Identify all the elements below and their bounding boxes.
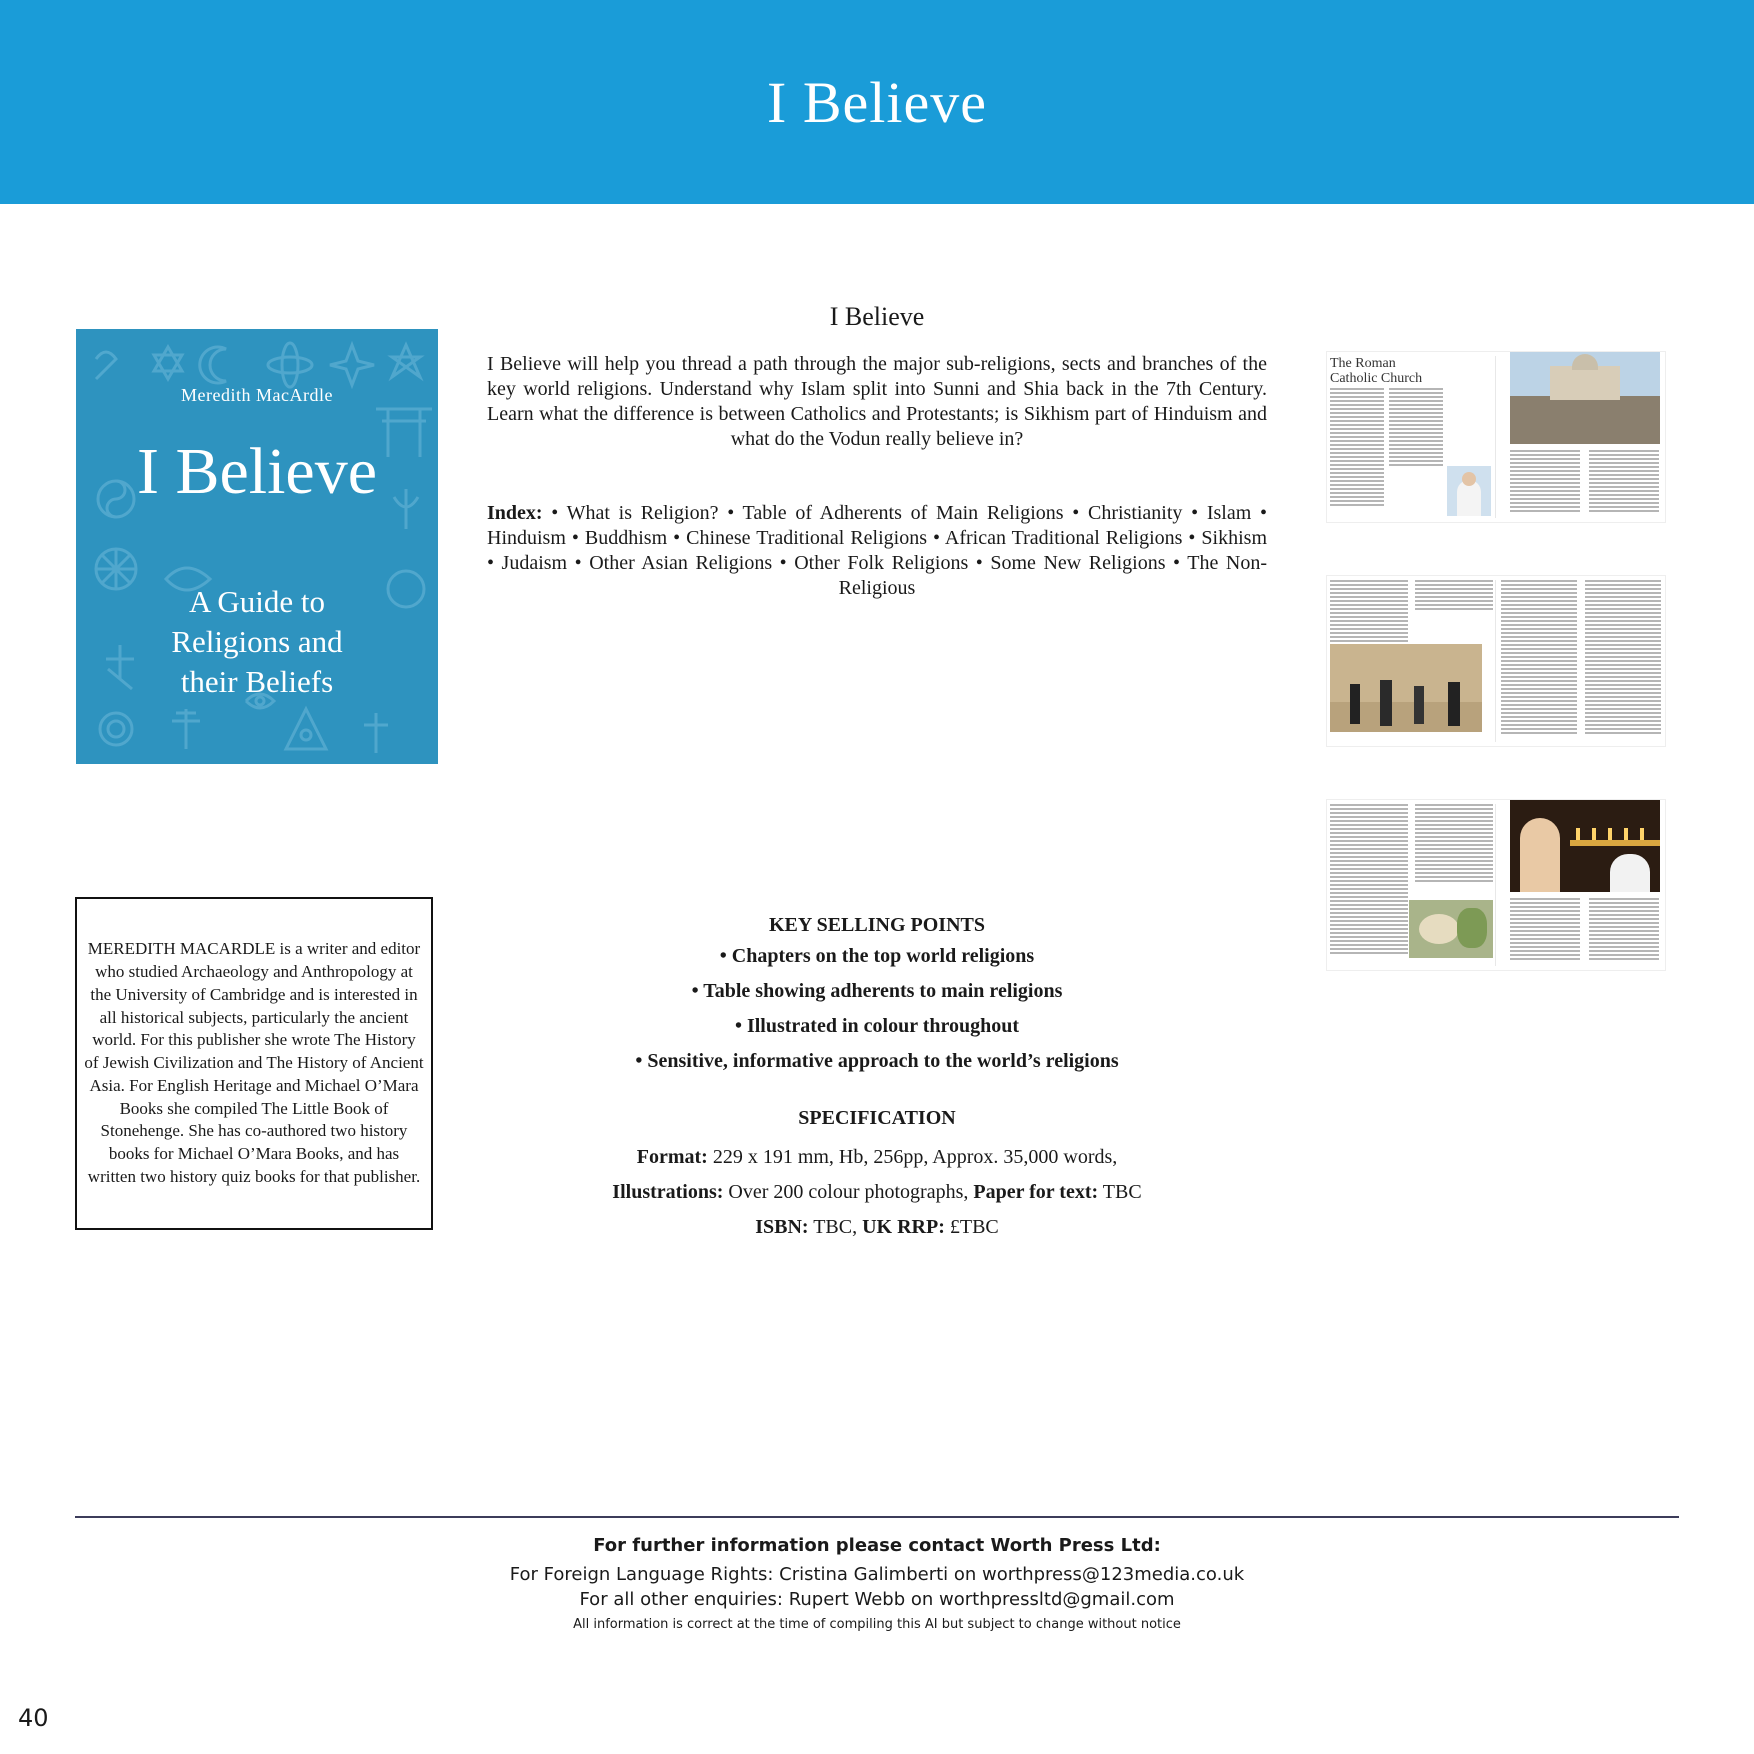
- contact-heading: For further information please contact Worth Press Ltd:: [593, 1535, 1161, 1556]
- spec-isbn-label: ISBN:: [755, 1216, 809, 1238]
- sample-spread-catholic: [1327, 352, 1665, 522]
- cover-author: Meredith MacArdle: [181, 385, 333, 405]
- text-column: [1389, 388, 1443, 468]
- index-list: [487, 501, 1267, 601]
- pope-photo: [1447, 466, 1491, 516]
- specification: [487, 1101, 1267, 1245]
- spec-rrp-label: UK RRP:: [862, 1216, 945, 1238]
- om-icon: [96, 352, 116, 379]
- text-column: [1589, 450, 1659, 514]
- spiral-icon: [100, 713, 132, 745]
- selling-point: • Sensitive, informative approach to the world’s religions: [635, 1050, 1119, 1072]
- description-body: I Believe will help you thread a path through the major sub-religions, sects and branches of the key world religions. Understand why Islam split into Sunni and Shia back in the 7th Century. Learn what the difference is between Catholics and Protestants; is Sikhism part of Hinduism and what do the Vodun really believe in?: [487, 353, 1267, 450]
- spec-illustrations-row: [487, 1175, 1267, 1210]
- spread-heading-text: The Roman Catholic Church: [1330, 356, 1423, 386]
- spread-heading: [1330, 356, 1440, 386]
- text-column: [1589, 898, 1659, 962]
- cross-icon: [364, 713, 388, 753]
- spec-format-value: 229 x 191 mm, Hb, 256pp, Approx. 35,000 words,: [707, 1146, 1118, 1168]
- sample-spread-judaism: [1327, 576, 1665, 746]
- selling-point: • Table showing adherents to main religions: [691, 980, 1063, 1002]
- banner-title: I Believe: [767, 69, 987, 135]
- key-selling-points: [487, 910, 1267, 1079]
- star-icon: [330, 345, 374, 385]
- cover-subtitle-line: A Guide to: [188, 584, 326, 619]
- key-selling-points-heading: KEY SELLING POINTS: [769, 914, 985, 936]
- disclaimer: All information is correct at the time of compiling this AI but subject to change without notice: [573, 1617, 1181, 1632]
- spec-rrp-value: £TBC: [944, 1216, 999, 1238]
- spec-paper-label: Paper for text:: [973, 1181, 1099, 1203]
- cover-subtitle-line: their Beliefs: [180, 664, 334, 699]
- other-enquiries-contact: For all other enquiries: Rupert Webb on worthpressltd@gmail.com: [579, 1589, 1175, 1610]
- page-number: 40: [18, 1704, 49, 1732]
- text-column: [1510, 450, 1580, 514]
- pentagram-icon: [392, 345, 420, 377]
- contact-footer: [0, 1530, 1754, 1638]
- spec-illustrations-label: Illustrations:: [612, 1181, 724, 1203]
- footer-divider: [75, 1516, 1679, 1518]
- cover-subtitle-line: Religions and: [171, 624, 343, 659]
- spec-isbn-row: [487, 1210, 1267, 1245]
- index-label: Index:: [487, 502, 543, 524]
- selling-point: • Chapters on the top world religions: [719, 945, 1035, 967]
- hanukkah-photo: [1510, 800, 1660, 892]
- western-wall-photo: [1330, 644, 1482, 732]
- spec-format-label: Format:: [636, 1146, 708, 1168]
- index-text: • What is Religion? • Table of Adherents of Main Religions • Christianity • Islam • Hinduism • Buddhism • Chinese Traditional Religions • African Traditional Religions • Sikhism • Judaism • Other Asian Religions • Other Folk Religions • Some New Religions • The Non-Religious: [487, 502, 1267, 599]
- selling-point: • Illustrated in colour throughout: [734, 1015, 1020, 1037]
- specification-heading: SPECIFICATION: [798, 1107, 956, 1129]
- st-peters-photo: [1510, 352, 1660, 444]
- spec-isbn-value: TBC,: [808, 1216, 863, 1238]
- text-column: [1330, 804, 1408, 956]
- spec-format-row: [487, 1140, 1267, 1175]
- text-column: [1415, 580, 1493, 612]
- text-column: [1330, 388, 1384, 508]
- text-column: [1510, 898, 1580, 962]
- title-banner: [0, 0, 1754, 204]
- cover-title: I Believe: [136, 435, 378, 508]
- star-of-david-icon: [154, 347, 182, 379]
- atom-icon: [268, 357, 312, 373]
- sample-spread-worship: [1327, 800, 1665, 970]
- text-column: [1415, 804, 1493, 884]
- crescent-icon: [200, 347, 226, 383]
- description-title: I Believe: [829, 302, 925, 331]
- author-bio-box: [75, 897, 433, 1230]
- spec-illustrations-value: Over 200 colour photographs,: [723, 1181, 974, 1203]
- matzah-photo: [1409, 900, 1493, 958]
- chi-rho-icon: [172, 709, 200, 749]
- text-column: [1330, 580, 1408, 644]
- foreign-rights-contact: For Foreign Language Rights: Cristina Galimberti on worthpress@123media.co.uk: [509, 1564, 1245, 1585]
- cover-subtitle: [76, 582, 438, 702]
- text-column: [1501, 580, 1577, 736]
- book-cover: [76, 329, 438, 764]
- text-column: [1585, 580, 1661, 736]
- author-bio-text: MEREDITH MACARDLE is a writer and editor who studied Archaeology and Anthropology at the University of Cambridge and is interested in all historical subjects, particularly the ancient world. For this publisher she wrote The History of Jewish Civilization and The History of Ancient Asia. For English Heritage and Michael O’Mara Books she compiled The Little Book of Stonehenge. She has co-authored two history books for Michael O’Mara Books, and has written two history quiz books for that publisher.: [84, 939, 424, 1187]
- spec-paper-value: TBC: [1098, 1181, 1142, 1203]
